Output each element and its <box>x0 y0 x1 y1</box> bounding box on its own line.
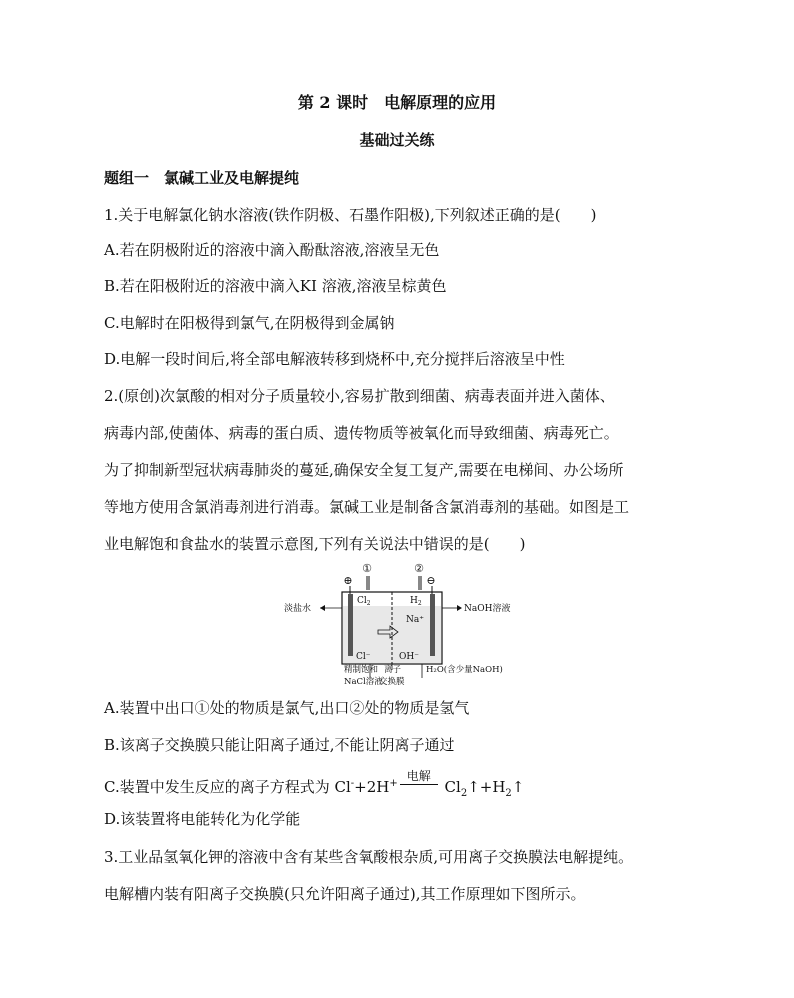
question-3-line-2: 电解槽内装有阳离子交换膜(只允许阳离子通过),其工作原理如下图所示。 <box>104 885 586 903</box>
right-outflow-label: NaOH溶液 <box>464 604 511 614</box>
question-2-line-3: 为了抑制新型冠状病毒肺炎的蔓延,确保安全复工复产,需要在电梯间、办公场所 <box>104 461 624 479</box>
question-2-option-d: D.该装置将电能转化为化学能 <box>104 810 301 828</box>
membrane-label-2: 交换膜 <box>379 677 405 687</box>
question-1-option-c: C.电解时在阳极得到氯气,在阴极得到金属钠 <box>104 314 395 332</box>
h2-label: $H_2$ <box>410 596 422 607</box>
anode-electrode <box>348 594 353 656</box>
left-outflow-label: 淡盐水 <box>284 604 312 614</box>
question-2-option-c: C.装置中发生反应的离子方程式为 Cl-+2H+ 电解 $Cl_2↑+H_2↑$ <box>104 769 525 799</box>
question-1-option-d: D.电解一段时间后,将全部电解液转移到烧杯中,充分搅拌后溶液呈中性 <box>104 350 565 368</box>
question-2-line-1: 2.(原创)次氯酸的相对分子质量较小,容易扩散到细菌、病毒表面并进入菌体、 <box>104 387 615 405</box>
cl-ion-label: Cl⁻ <box>356 652 371 662</box>
lesson-title: 第 2 课时 电解原理的应用 <box>297 93 497 112</box>
right-feed-label: H₂O(含少量NaOH) <box>426 665 503 675</box>
oh-ion-label: OH⁻ <box>399 652 419 662</box>
question-2-line-4: 等地方使用含氯消毒剂进行消毒。氯碱工业是制备含氯消毒剂的基础。如图是工 <box>104 498 630 516</box>
na-ion-label: Na⁺ <box>406 615 424 625</box>
section-subtitle: 基础过关练 <box>359 131 435 149</box>
electrolysis-cell-diagram <box>282 560 522 690</box>
question-1-stem: 1.关于电解氯化钠水溶液(铁作阴极、石墨作阳极),下列叙述正确的是( ) <box>104 206 597 224</box>
cathode-sign: ⊖ <box>426 574 436 587</box>
question-2-option-b: B.该离子交换膜只能让阳离子通过,不能让阴离子通过 <box>104 736 455 754</box>
question-group-heading: 题组一 氯碱工业及电解提纯 <box>104 169 300 187</box>
left-feed-label-1: 精制饱和 <box>344 665 379 675</box>
reaction-condition-arrow: 电解 <box>398 778 440 798</box>
question-1-option-a: A.若在阴极附近的溶液中滴入酚酞溶液,溶液呈无色 <box>104 241 440 259</box>
membrane-label-1: 离子 <box>384 665 402 675</box>
outlet-2-label: ② <box>414 562 424 575</box>
question-1-option-b: B.若在阳极附近的溶液中滴入KI 溶液,溶液呈棕黄色 <box>104 277 447 295</box>
anode-sign: ⊕ <box>343 574 353 587</box>
option-c-prefix: C.装置中发生反应的离子方程式为 Cl <box>104 778 351 796</box>
cathode-electrode <box>430 594 435 656</box>
question-3-line-1: 3.工业品氢氧化钾的溶液中含有某些含氧酸根杂质,可用离子交换膜法电解提纯。 <box>104 848 634 866</box>
question-2-option-a: A.装置中出口①处的物质是氯气,出口②处的物质是氢气 <box>104 699 470 717</box>
cl2-label: $Cl_2$ <box>357 596 371 607</box>
question-2-line-2: 病毒内部,使菌体、病毒的蛋白质、遗传物质等被氧化而导致细菌、病毒死亡。 <box>104 424 619 442</box>
question-2-line-5: 业电解饱和食盐水的装置示意图,下列有关说法中错误的是( ) <box>104 535 526 553</box>
outlet-1-label: ① <box>362 562 372 575</box>
left-feed-label-2: NaCl溶液 <box>344 677 383 687</box>
